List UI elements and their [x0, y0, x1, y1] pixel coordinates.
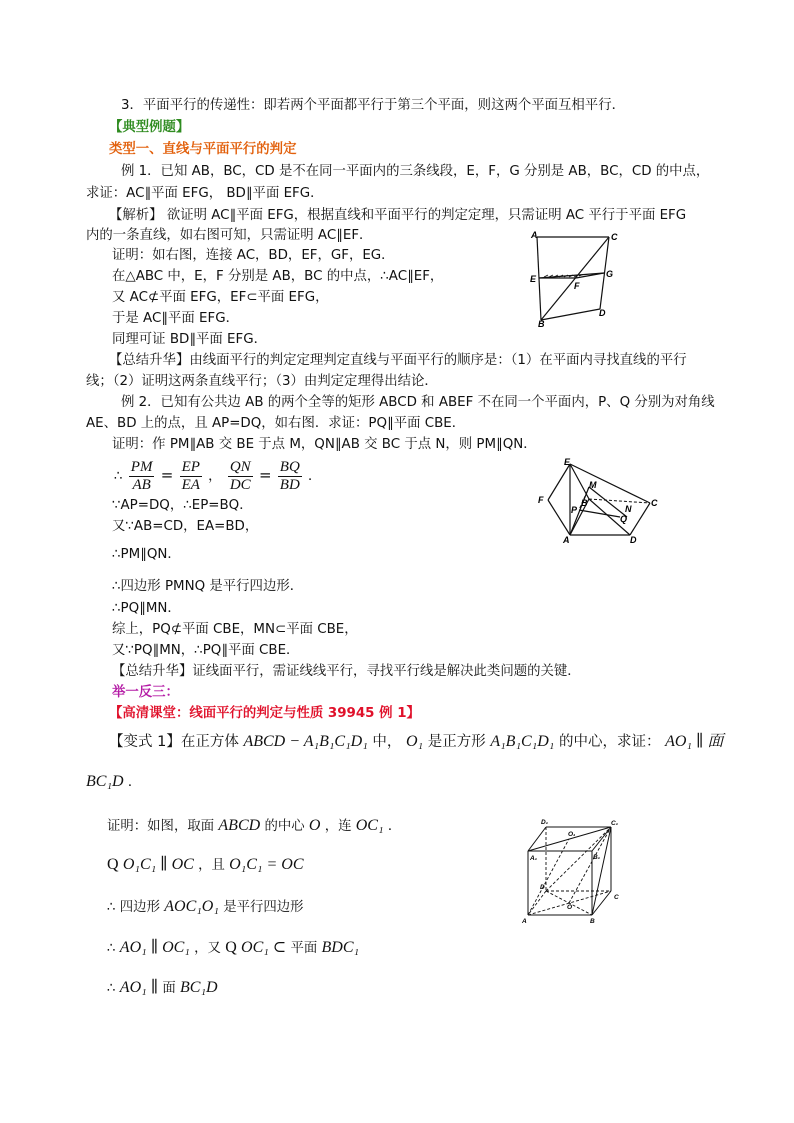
text: ，连	[324, 819, 352, 834]
proof-line	[107, 896, 304, 919]
text: 面	[162, 981, 176, 996]
text: 的中心	[264, 819, 305, 834]
label-f: F	[538, 495, 544, 505]
edge-pq	[579, 510, 620, 517]
analysis-line: 【解析】 欲证明 AC∥平面 EFG，根据直线和平面平行的判定定理，只需证明 AC 平行于平面 EFG	[109, 208, 687, 223]
edge-d1a1	[528, 827, 546, 851]
label-d: D	[630, 535, 637, 545]
therefore-symbol: ∴	[114, 469, 123, 484]
math-expr: OC₁	[355, 817, 384, 834]
variant-label: 【变式 1】在正方体	[109, 734, 239, 750]
fraction-denominator: AB	[132, 476, 151, 493]
period: ．	[387, 819, 402, 834]
label-c: C	[611, 232, 618, 242]
therefore-symbol: ∴	[107, 941, 116, 956]
summary-line: 【总结升华】由线面平行的判定定理判定直线与平面平行的顺序是：（1）在平面内寻找直线的平行	[109, 353, 687, 368]
math-expr: AO₁ ∥	[119, 979, 159, 996]
label-c: C	[651, 498, 658, 508]
label-c1: C₁	[611, 820, 618, 827]
math-expr: AO₁ ∥ 面	[665, 733, 724, 750]
label-a: A	[531, 230, 538, 240]
math-expr: AO₁ ∥ OC₁	[119, 939, 190, 956]
variant-1-line	[109, 730, 723, 754]
comma: ，	[208, 469, 222, 484]
label-e: E	[530, 274, 537, 284]
because-symbol: Q	[107, 856, 119, 873]
proof-line: ∵AP=DQ，∴EP=BQ．	[112, 498, 253, 513]
math-expr: O₁C₁ = OC	[229, 856, 304, 873]
figure-1-diagram	[522, 228, 622, 328]
fraction-equation: ∴ $\frac{PM}{AB}$ = $\frac{EP}{EA}$ ， $\frac{QN}{DC}$ = $\frac{BQ}{BD}$ ．	[114, 458, 322, 493]
proof-line	[107, 977, 218, 1000]
math-expr: ABCD − A₁B₁C₁D₁	[243, 733, 368, 750]
label-b: B	[581, 498, 588, 508]
fraction-denominator: DC	[229, 476, 251, 493]
label-a: A	[522, 918, 527, 925]
edge-bd	[541, 309, 600, 320]
math-expr: BDC₁	[321, 939, 360, 956]
label-b: B	[538, 319, 545, 328]
proof-line: 同理可证 BD∥平面 EFG．	[112, 332, 267, 347]
label-a: A	[563, 535, 570, 545]
period: ．	[308, 469, 322, 484]
proof-line: 综上，PQ⊄平面 CBE，MN⊂平面 CBE，	[112, 622, 358, 637]
proof-line: 又 AC⊄平面 EFG，EF⊂平面 EFG，	[112, 290, 329, 305]
analysis-line: 内的一条直线，如右图可知，只需证明 AC∥EF．	[86, 228, 373, 243]
math-expr: A₁B₁C₁D₁	[490, 733, 555, 750]
proof-line: ∴四边形 PMNQ 是平行四边形．	[112, 579, 304, 594]
hidden-edges	[528, 827, 611, 915]
math-expr: O₁C₁ ∥ OC	[122, 856, 194, 873]
label-g: G	[606, 269, 614, 279]
fraction-numerator: PM	[130, 458, 153, 475]
text: 平面	[290, 941, 318, 956]
label-o1: O₁	[568, 831, 576, 838]
label-f: F	[574, 281, 580, 291]
proof-line: 又∵PQ∥MN，∴PQ∥平面 CBE．	[112, 643, 300, 658]
edge-bc1	[592, 827, 611, 915]
fraction	[228, 459, 253, 494]
fraction	[180, 459, 202, 494]
math-expr: OC₁ ⊂	[241, 939, 287, 956]
label-m: M	[589, 480, 597, 490]
label-q: Q	[620, 514, 628, 524]
proof-line	[107, 937, 359, 960]
text: 是平行四边形	[223, 900, 304, 915]
label-o: O	[567, 904, 573, 911]
therefore-symbol: ∴	[107, 900, 116, 915]
type-heading: 类型一、直线与平面平行的判定	[109, 142, 297, 157]
label-d: D	[540, 884, 545, 891]
text: 的中心，求证：	[558, 734, 661, 750]
fraction	[278, 459, 302, 494]
proof-line	[107, 815, 401, 838]
edge-dc	[630, 503, 650, 535]
example-2-line: 例 2．已知有公共边 AB 的两个全等的矩形 ABCD 和 ABEF 不在同一个平面内，P、Q 分别为对角线	[121, 395, 715, 410]
proof-line: ∴PM∥QN．	[112, 547, 181, 562]
proof-line: 在△ABC 中，E，F 分别是 AB，BC 的中点，∴AC∥EF，	[112, 269, 444, 284]
fraction-numerator: BQ	[279, 458, 300, 475]
proof-line: ∴PQ∥MN．	[112, 601, 181, 616]
label-d: D	[599, 308, 606, 318]
section-heading-typical-examples: 【典型例题】	[109, 120, 190, 135]
proof-line	[107, 854, 303, 877]
text: 中，	[372, 734, 402, 750]
label-n: N	[625, 504, 632, 514]
proof-line: 证明：如右图，连接 AC，BD，EF，GF，EG．	[112, 248, 395, 263]
label-d1: D₁	[541, 819, 548, 826]
summary-line: 【总结升华】证线面平行，需证线线平行，寻找平行线是解决此类问题的关键．	[112, 664, 581, 679]
math-expr: BC₁D	[86, 773, 124, 790]
math-expr: ABCD	[218, 817, 261, 834]
period: ．	[127, 775, 142, 790]
text-line: 3．平面平行的传递性：即若两个平面都平行于第三个平面，则这两个平面互相平行．	[121, 98, 625, 113]
label-c: C	[614, 894, 619, 901]
example-1-line: 例 1．已知 AB，BC，CD 是不在同一平面内的三条线段，E，F，G 分别是 AB，BC，CD 的中点，	[121, 164, 710, 179]
practice-heading: 举一反三：	[112, 685, 179, 700]
fraction-denominator: BD	[279, 476, 300, 493]
text: ，又	[194, 941, 221, 956]
video-lesson-link[interactable]: 【高清课堂：线面平行的判定与性质 39945 例 1】	[109, 706, 420, 721]
edge-fa	[548, 500, 570, 535]
label-b1: B₁	[593, 854, 600, 861]
math-expr: O	[308, 817, 321, 834]
label-e: E	[564, 457, 571, 467]
variant-1-line	[86, 770, 141, 795]
figure-2-diagram	[532, 455, 662, 545]
example-2-line: AE、BD 上的点，且 AP=DQ，如右图．求证：PQ∥平面 CBE．	[86, 416, 466, 431]
fraction-numerator: QN	[229, 458, 251, 475]
math-expr: AOC₁O₁	[164, 898, 219, 915]
summary-line: 线；（2）证明这两条直线平行；（3）由判定定理得出结论．	[86, 374, 438, 389]
figure-3-cube	[516, 815, 626, 930]
label-p: P	[571, 505, 578, 515]
example-1-line: 求证：AC∥平面 EFG， BD∥平面 EFG．	[86, 186, 324, 201]
text: 是正方形	[427, 734, 486, 750]
label-a1: A₁	[530, 855, 537, 862]
text: 四边形	[119, 900, 160, 915]
math-expr: BC₁D	[180, 979, 218, 996]
label-b: B	[590, 918, 595, 925]
proof-line: 又∵AB=CD，EA=BD，	[112, 519, 259, 534]
text: ，且	[198, 858, 225, 873]
because-symbol: Q	[225, 939, 237, 956]
therefore-symbol: ∴	[107, 981, 116, 996]
fraction	[129, 459, 155, 494]
text: 证明：如图，取面	[107, 819, 215, 834]
fraction-denominator: EA	[181, 476, 200, 493]
edge-ef	[548, 464, 570, 500]
proof-line: 证明：作 PM∥AB 交 BE 于点 M，QN∥AB 交 BC 于点 N，则 PM∥QN．	[112, 437, 537, 452]
proof-line: 于是 AC∥平面 EFG．	[112, 311, 239, 326]
fraction-numerator: EP	[181, 458, 200, 475]
math-expr: O₁	[405, 733, 424, 750]
